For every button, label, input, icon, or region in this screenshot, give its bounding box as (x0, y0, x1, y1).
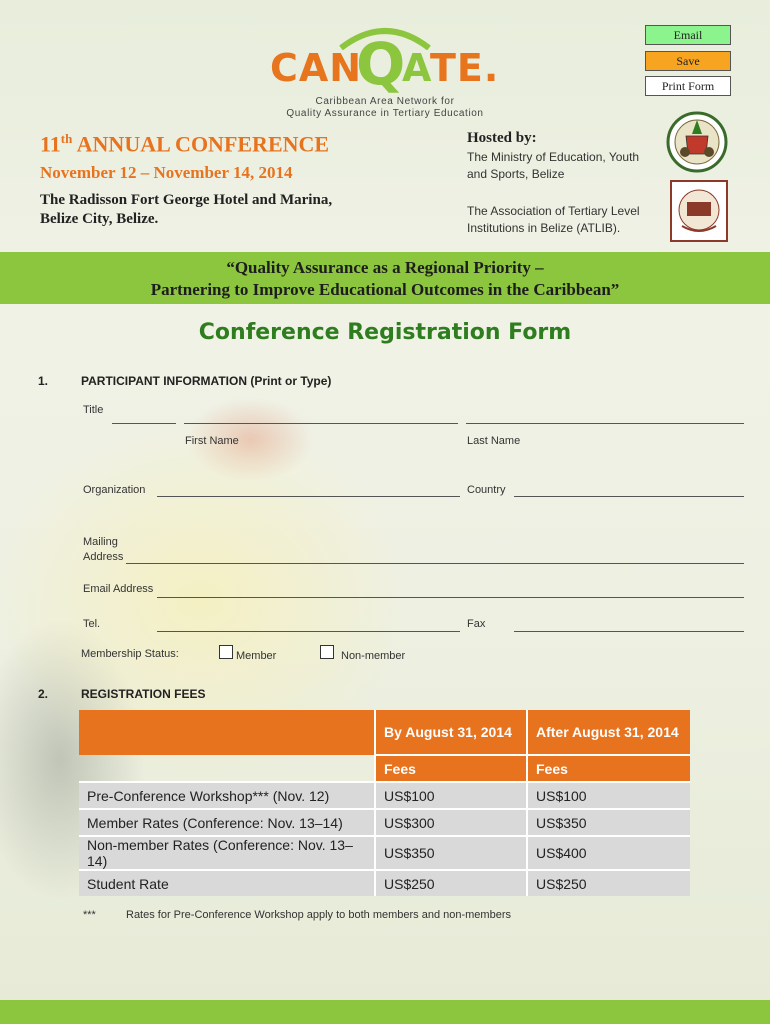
email-address-label: Email Address (83, 583, 154, 595)
table-row (79, 870, 690, 896)
fee-row-name: Student Rate (79, 870, 375, 896)
theme-line1: “Quality Assurance as a Regional Priority – (226, 258, 544, 277)
theme-text (0, 257, 770, 301)
membership-status-label: Membership Status: (81, 648, 179, 660)
venue-line2: Belize City, Belize. (40, 211, 159, 227)
fees-label-by: Fees (375, 755, 527, 782)
table-row (79, 809, 690, 836)
footer-bar (0, 1000, 770, 1024)
fee-row-after: US$100 (527, 782, 690, 809)
host1-line1: The Ministry of Education, Youth (467, 150, 640, 164)
hosted-by-heading: Hosted by: (467, 130, 537, 146)
mailing-label-line2: Address (83, 551, 124, 563)
col-by-header: By August 31, 2014 (375, 710, 527, 755)
host2-line1: The Association of Tertiary Level (467, 204, 640, 218)
table-row (79, 782, 690, 809)
section2-title: REGISTRATION FEES (81, 687, 206, 701)
conference-title (40, 131, 329, 157)
country-field[interactable] (514, 496, 744, 497)
fee-row-name: Non-member Rates (Conference: Nov. 13–14) (79, 836, 375, 870)
fee-row-after: US$400 (527, 836, 690, 870)
fee-note: Rates for Pre-Conference Workshop apply to both members and non-members (126, 909, 511, 921)
first-name-label: First Name (185, 435, 239, 447)
fee-row-after: US$250 (527, 870, 690, 896)
logo-text-a: A (402, 46, 433, 90)
table-row (79, 836, 690, 870)
fee-row-by: US$250 (375, 870, 527, 896)
venue-line1: The Radisson Fort George Hotel and Marina, (40, 192, 333, 208)
logo-subtitle-line1: Caribbean Area Network for (315, 96, 455, 107)
conference-dates: November 12 – November 14, 2014 (40, 163, 293, 182)
email-button[interactable]: Email (645, 25, 731, 45)
title-field[interactable] (112, 423, 176, 424)
fax-label: Fax (467, 618, 486, 630)
col-after-header: After August 31, 2014 (527, 710, 690, 755)
email-address-field[interactable] (157, 597, 744, 598)
tel-field[interactable] (157, 631, 460, 632)
conference-title-text: ANNUAL CONFERENCE (76, 131, 330, 157)
mailing-address-field[interactable] (126, 563, 744, 564)
section1-number: 1. (38, 374, 49, 388)
tel-label: Tel. (83, 618, 101, 630)
fee-row-name: Member Rates (Conference: Nov. 13–14) (79, 809, 375, 836)
save-button[interactable]: Save (645, 51, 731, 71)
first-name-field[interactable] (184, 423, 458, 424)
section1-title: PARTICIPANT INFORMATION (Print or Type) (81, 374, 332, 388)
mailing-label-line1: Mailing (83, 536, 118, 548)
member-checkbox[interactable] (219, 645, 233, 659)
last-name-field[interactable] (466, 423, 744, 424)
ordinal-number: 11 (40, 131, 61, 157)
fees-subheader-blank (79, 755, 375, 782)
form-title: Conference Registration Form (198, 320, 572, 345)
fees-header-row (79, 710, 690, 755)
fee-row-by: US$350 (375, 836, 527, 870)
logo-subtitle-line2: Quality Assurance in Tertiary Education (286, 108, 484, 119)
belize-coat-of-arms-icon (666, 110, 728, 174)
logo-text-can: CAN (270, 46, 363, 90)
last-name-label: Last Name (467, 435, 521, 447)
print-form-button[interactable]: Print Form (645, 76, 731, 96)
registration-fees-table (79, 710, 690, 896)
fax-field[interactable] (514, 631, 744, 632)
member-label: Member (236, 650, 277, 662)
atlib-logo-icon (670, 180, 728, 242)
ordinal-suffix: th (60, 131, 73, 146)
host2-line2: Institutions in Belize (ATLIB). (467, 221, 621, 235)
host-atlib (467, 203, 640, 237)
fee-note-mark: *** (83, 909, 96, 921)
logo-text-q: Q (356, 30, 406, 98)
fees-label-after: Fees (527, 755, 690, 782)
conference-venue (40, 191, 332, 229)
fee-row-name: Pre-Conference Workshop*** (Nov. 12) (79, 782, 375, 809)
non-member-checkbox[interactable] (320, 645, 334, 659)
logo-subtitle (270, 96, 500, 120)
mailing-address-label (83, 535, 123, 565)
host1-line2: and Sports, Belize (467, 167, 565, 181)
logo-text-te: TE. (430, 46, 500, 90)
theme-line2: Partnering to Improve Educational Outcomes in the Caribbean” (150, 280, 620, 299)
non-member-label: Non-member (341, 650, 406, 662)
fee-row-by: US$300 (375, 809, 527, 836)
fees-header-blank (79, 710, 375, 755)
canqate-logo (270, 16, 500, 126)
fee-row-by: US$100 (375, 782, 527, 809)
organization-label: Organization (83, 484, 146, 496)
organization-field[interactable] (157, 496, 460, 497)
fees-subheader-row (79, 755, 690, 782)
title-label: Title (83, 404, 104, 416)
section2-number: 2. (38, 687, 49, 701)
country-label: Country (467, 484, 506, 496)
host-ministry (467, 149, 639, 183)
fee-row-after: US$350 (527, 809, 690, 836)
